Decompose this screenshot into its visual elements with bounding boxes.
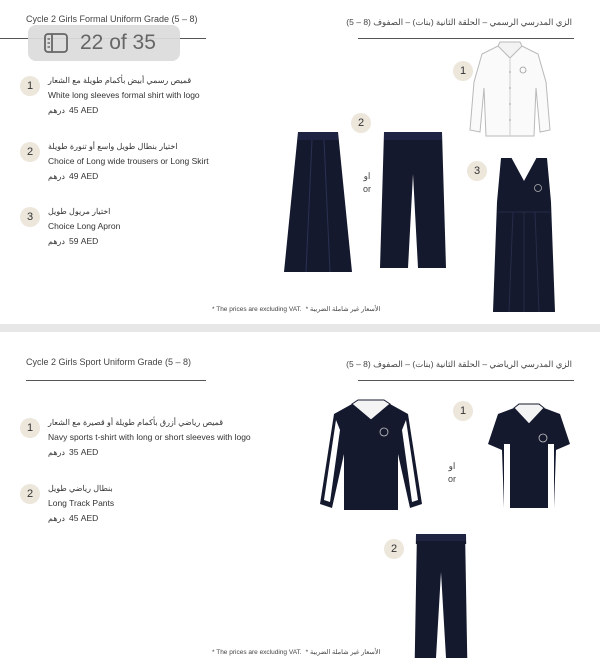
page-counter-label: 22 of 35: [80, 31, 156, 54]
vat-note-en: * The prices are excluding VAT.: [212, 649, 302, 656]
formal-uniform-page: [0, 0, 600, 324]
figure-badge-2: 2: [351, 113, 371, 133]
item-number-badge: 1: [20, 76, 40, 96]
item-price: [48, 171, 98, 181]
currency-ar: درهم: [48, 172, 65, 181]
wide-trousers-image: [378, 130, 448, 272]
or-en: or: [362, 184, 371, 194]
page-counter[interactable]: [28, 25, 180, 61]
or-ar: او: [363, 171, 371, 181]
or-label: [357, 170, 377, 196]
item-number-badge: 2: [20, 484, 40, 504]
sidebar-panel-icon: [44, 33, 68, 53]
header-rule-right: [358, 380, 574, 381]
item-desc-en: Navy sports t-shirt with long or short sleeves with logo: [48, 432, 251, 442]
price-value: 59 AED: [68, 236, 99, 246]
currency-ar: درهم: [48, 514, 65, 523]
price-value: 45 AED: [68, 105, 99, 115]
item-price: [48, 447, 98, 457]
short-sleeve-sport-shirt-image: [486, 404, 572, 510]
currency-ar: درهم: [48, 106, 65, 115]
formal-title-ar: الزي المدرسي الرسمي – الحلقة الثانية (بنات) – الصفوف (8 – 5): [346, 17, 572, 27]
vat-note-ar: الأسعار غير شاملة الضريبة *: [305, 649, 381, 656]
white-formal-shirt-image: [468, 42, 552, 138]
price-value: 35 AED: [68, 447, 99, 457]
item-desc-ar: قميص رسمي أبيض بأكمام طويلة مع الشعار: [48, 76, 192, 85]
long-skirt-image: [282, 130, 354, 276]
figure-badge-1: 1: [453, 401, 473, 421]
or-en: or: [447, 474, 456, 484]
sport-uniform-page: [0, 332, 600, 658]
item-number-badge: 2: [20, 142, 40, 162]
vat-note: [212, 305, 380, 313]
vat-note-en: * The prices are excluding VAT.: [212, 306, 302, 313]
item-number-badge: 1: [20, 418, 40, 438]
or-label: [442, 460, 462, 486]
item-desc-ar: اختيار مريول طويل: [48, 207, 111, 216]
formal-title-en: Cycle 2 Girls Formal Uniform Grade (5 – 8): [26, 14, 198, 24]
item-desc-ar: اختيار بنطال طويل واسع أو تنورة طويلة: [48, 142, 178, 151]
sport-title-ar: الزي المدرسي الرياضي – الحلقة الثانية (بنات) – الصفوف (8 – 5): [346, 359, 572, 369]
currency-ar: درهم: [48, 237, 65, 246]
price-value: 49 AED: [68, 171, 99, 181]
item-desc-en: White long sleeves formal shirt with logo: [48, 90, 200, 100]
item-desc-ar: قميص رياضي أزرق بأكمام طويلة أو قصيرة مع الشعار: [48, 418, 224, 427]
price-value: 45 AED: [68, 513, 99, 523]
sport-title-en: Cycle 2 Girls Sport Uniform Grade (5 – 8): [26, 357, 192, 367]
item-desc-ar: بنطال رياضي طويل: [48, 484, 113, 493]
figure-badge-1: 1: [453, 61, 473, 81]
item-price: [48, 105, 98, 115]
long-sleeve-sport-shirt-image: [318, 400, 424, 512]
track-pants-image: [412, 532, 470, 658]
vat-note-ar: الأسعار غير شاملة الضريبة *: [305, 306, 381, 313]
item-price: [48, 513, 98, 523]
figure-badge-3: 3: [467, 161, 487, 181]
or-ar: او: [448, 461, 456, 471]
item-price: [48, 236, 98, 246]
item-number-badge: 3: [20, 207, 40, 227]
item-desc-en: Long Track Pants: [48, 498, 115, 508]
item-desc-en: Choice Long Apron: [48, 221, 121, 231]
figure-badge-2: 2: [384, 539, 404, 559]
header-rule-right: [358, 38, 574, 39]
vat-note: [212, 648, 380, 656]
item-desc-en: Choice of Long wide trousers or Long Skirt: [48, 156, 209, 166]
header-rule-left: [26, 380, 206, 381]
currency-ar: درهم: [48, 448, 65, 457]
long-apron-image: [489, 156, 559, 314]
